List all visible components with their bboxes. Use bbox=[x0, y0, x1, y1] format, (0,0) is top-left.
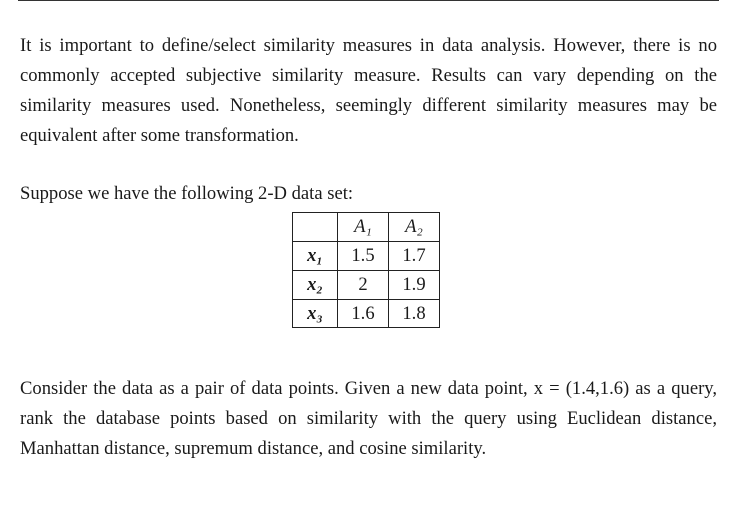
table-cell-a2: 1.7 bbox=[389, 242, 440, 271]
table-cell-a1: 2 bbox=[338, 271, 389, 300]
table-corner-cell bbox=[293, 213, 338, 242]
table-header-a1: A₁ bbox=[338, 213, 389, 242]
question-paragraph: Consider the data as a pair of data points. Given a new data point, x = (1.4,1.6) as a query, rank the database points based on similarity with the query using Euclidean distance, Manhattan distance, supremum distance, and cosine similarity. bbox=[20, 378, 717, 459]
intro-paragraph: It is important to define/select similarity measures in data analysis. However, there is no commonly accepted subjective similarity measure. Results can vary depending on the similarity measures used. Nonetheless, seemingly different similarity measures may be equivalent after some transformation. bbox=[20, 35, 717, 146]
table-header-row bbox=[293, 213, 440, 242]
data-table bbox=[292, 212, 440, 328]
table-cell-a1: 1.5 bbox=[338, 242, 389, 271]
table-row-label: x₁ bbox=[293, 242, 338, 271]
table-cell-a1: 1.6 bbox=[338, 300, 389, 328]
table-header-a2: A₂ bbox=[389, 213, 440, 242]
table-row bbox=[293, 300, 440, 328]
table-row-label: x₃ bbox=[293, 300, 338, 328]
table-row bbox=[293, 271, 440, 300]
table-cell-a2: 1.9 bbox=[389, 271, 440, 300]
table-row-label: x₂ bbox=[293, 271, 338, 300]
dataset-intro-text: Suppose we have the following 2-D data set: bbox=[20, 183, 354, 204]
table-cell-a2: 1.8 bbox=[389, 300, 440, 328]
top-divider bbox=[18, 0, 719, 1]
table-row bbox=[293, 242, 440, 271]
